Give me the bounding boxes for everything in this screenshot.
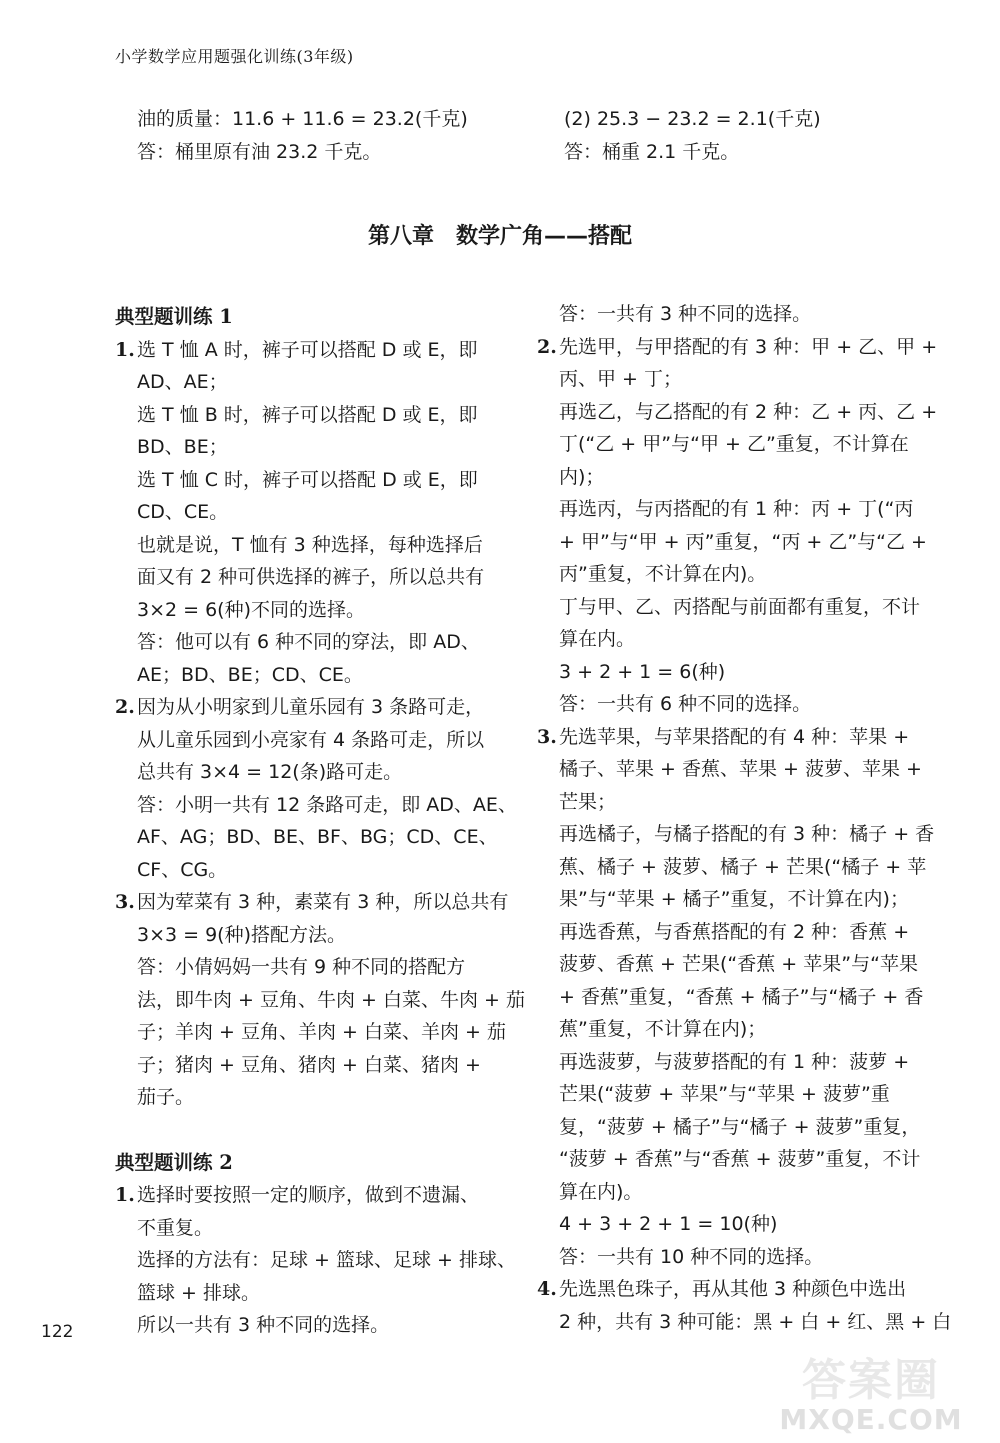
item-line: 3×3 = 9(种)搭配方法。: [137, 923, 347, 946]
list-item: [537, 331, 938, 721]
list-item: [115, 886, 525, 1114]
item-line: 再选乙，与乙搭配的有 2 种：乙 + 丙、乙 +: [559, 400, 938, 423]
answer-line: [537, 298, 935, 331]
item-line: 蕉、橘子 + 菠萝、橘子 + 芒果(“橘子 + 苹: [559, 855, 927, 878]
item-number: 1.: [115, 338, 135, 361]
item-number: 4.: [537, 1278, 557, 1300]
right-column: [537, 298, 952, 1338]
item-line: 答：一共有 10 种不同的选择。: [559, 1245, 824, 1268]
item-line: 总共有 3×4 = 12(条)路可走。: [137, 761, 403, 783]
list-item: [537, 1273, 952, 1338]
item-line: 丁与甲、乙、丙搭配与前面都有重复，不计: [559, 595, 921, 618]
item-line: 芒果；: [559, 790, 617, 813]
item-line: 答：他可以有 6 种不同的穿法，即 AD、: [137, 631, 480, 653]
item-line: 芒果(“菠萝 + 苹果”与“苹果 + 菠萝”重: [559, 1083, 890, 1105]
item-number: 1.: [115, 1184, 135, 1206]
item-line: 茄子。: [137, 1086, 195, 1108]
item-line: 再选菠萝，与菠萝搭配的有 1 种：菠萝 +: [559, 1050, 910, 1073]
item-line: 再选香蕉，与香蕉搭配的有 2 种：香蕉 +: [559, 920, 910, 943]
item-line: 再选丙，与丙搭配的有 1 种：丙 + 丁(“丙: [559, 498, 914, 520]
item-line: 选择时要按照一定的顺序，做到不遗漏、: [137, 1184, 480, 1206]
item-line: 先选苹果，与苹果搭配的有 4 种：苹果 +: [559, 725, 910, 748]
item-line: 丁(“乙 + 甲”与“甲 + 乙”重复，不计算在: [559, 433, 909, 455]
item-line: 先选甲，与甲搭配的有 3 种：甲 + 乙、甲 +: [559, 335, 938, 358]
item-number: 3.: [537, 725, 557, 748]
item-line: 子；猪肉 + 豆角、猪肉 + 白菜、猪肉 +: [137, 1053, 481, 1076]
item-line: 法，即牛肉 + 豆角、牛肉 + 白菜、牛肉 + 茄: [137, 988, 525, 1011]
intro-left: [137, 103, 468, 168]
item-line: 答：一共有 6 种不同的选择。: [559, 693, 812, 715]
item-line: 算在内。: [559, 628, 636, 650]
intro-right: [564, 103, 821, 168]
item-line: 也就是说，T 恤有 3 种选择，每种选择后: [137, 533, 483, 556]
item-number: 2.: [537, 335, 557, 358]
item-line: 2 种，共有 3 种可能：黑 + 白 + 红、黑 + 白: [559, 1310, 952, 1333]
watermark-url: MXQE.COM: [779, 1403, 963, 1436]
item-line: 从儿童乐园到小亮家有 4 条路可走，所以: [137, 728, 485, 751]
page-number: 122: [41, 1322, 74, 1342]
item-line: 不重复。: [137, 1216, 214, 1239]
watermark-logo: [776, 1357, 966, 1435]
chapter-title: 第八章 数学广角——搭配: [367, 224, 632, 249]
left-column: [115, 301, 525, 1342]
item-line: 3 + 2 + 1 = 6(种): [559, 660, 726, 683]
item-line: 再选橘子，与橘子搭配的有 3 种：橘子 + 香: [559, 823, 935, 845]
intro-right-line: (2) 25.3 − 23.2 = 2.1(千克): [564, 108, 821, 130]
item-line: CD、CE。: [137, 501, 229, 523]
item-line: 所以一共有 3 种不同的选择。: [137, 1314, 390, 1336]
item-line: 答：小倩妈妈一共有 9 种不同的搭配方: [137, 956, 466, 978]
item-line: 3×2 = 6(种)不同的选择。: [137, 598, 366, 621]
section-title: 典型题训练 1: [115, 305, 233, 328]
item-line: 面又有 2 种可供选择的裤子，所以总共有: [137, 566, 485, 588]
item-number: 3.: [115, 891, 135, 913]
item-line: 内)；: [559, 465, 605, 488]
item-line: + 甲”与“甲 + 丙”重复，“丙 + 乙”与“乙 +: [559, 530, 927, 553]
item-line: 先选黑色珠子，再从其他 3 种颜色中选出: [559, 1278, 907, 1300]
item-line: 4 + 3 + 2 + 1 = 10(种): [559, 1213, 778, 1235]
item-line: 选择的方法有：足球 + 篮球、足球 + 排球、: [137, 1249, 516, 1271]
item-line: 复，“菠萝 + 橘子”与“橘子 + 菠萝”重复，: [559, 1115, 921, 1138]
list-item: [115, 691, 517, 886]
item-line: 算在内)。: [559, 1180, 643, 1203]
item-line: AF、AG；BD、BE、BF、BG；CD、CE、: [137, 826, 498, 848]
item-number: 2.: [115, 696, 135, 718]
list-item: [115, 1179, 516, 1342]
item-line: 选 T 恤 B 时，裤子可以搭配 D 或 E，即: [137, 403, 478, 426]
item-line: CF、CG。: [137, 858, 228, 881]
item-line: “菠萝 + 香蕉”与“香蕉 + 菠萝”重复，不计: [559, 1148, 921, 1170]
item-line: 丙、甲 + 丁；: [559, 368, 682, 390]
list-item: [115, 334, 510, 692]
list-item: [537, 721, 935, 1274]
item-line: 选 T 恤 A 时，裤子可以搭配 D 或 E，即: [137, 338, 478, 361]
item-line: 橘子、苹果 + 香蕉、苹果 + 菠萝、苹果 +: [559, 758, 922, 780]
item-line: 丙”重复，不计算在内)。: [559, 563, 767, 585]
watermark-text: 答案圈: [802, 1355, 940, 1406]
item-line: 选 T 恤 C 时，裤子可以搭配 D 或 E，即: [137, 468, 478, 491]
item-line: 蕉”重复，不计算在内)；: [559, 1018, 767, 1040]
item-line: 答：小明一共有 12 条路可走，即 AD、AE、: [137, 793, 517, 816]
item-line: 果”与“苹果 + 橘子”重复，不计算在内)；: [559, 888, 909, 910]
item-line: AE；BD、BE；CD、CE。: [137, 663, 363, 686]
item-line: 因为从小明家到儿童乐园有 3 条路可走，: [137, 696, 485, 718]
intro-left-line: 油的质量：11.6 + 11.6 = 23.2(千克): [137, 108, 468, 130]
item-line: + 香蕉”重复，“香蕉 + 橘子”与“橘子 + 香: [559, 985, 924, 1008]
answer-text: 答：一共有 3 种不同的选择。: [559, 303, 812, 325]
intro-left-line: 答：桶里原有油 23.2 千克。: [137, 140, 382, 163]
item-line: 子；羊肉 + 豆角、羊肉 + 白菜、羊肉 + 茄: [137, 1021, 506, 1043]
item-line: 篮球 + 排球。: [137, 1281, 260, 1304]
item-line: 因为荤菜有 3 种，素菜有 3 种，所以总共有: [137, 891, 509, 913]
running-header: 小学数学应用题强化训练(3年级): [115, 47, 354, 66]
item-line: 菠萝、香蕉 + 芒果(“香蕉 + 苹果”与“苹果: [559, 953, 918, 975]
item-line: BD、BE；: [137, 436, 228, 458]
intro-right-line: 答：桶重 2.1 千克。: [564, 140, 740, 163]
item-line: AD、AE；: [137, 371, 228, 393]
section-title: 典型题训练 2: [115, 1150, 233, 1174]
